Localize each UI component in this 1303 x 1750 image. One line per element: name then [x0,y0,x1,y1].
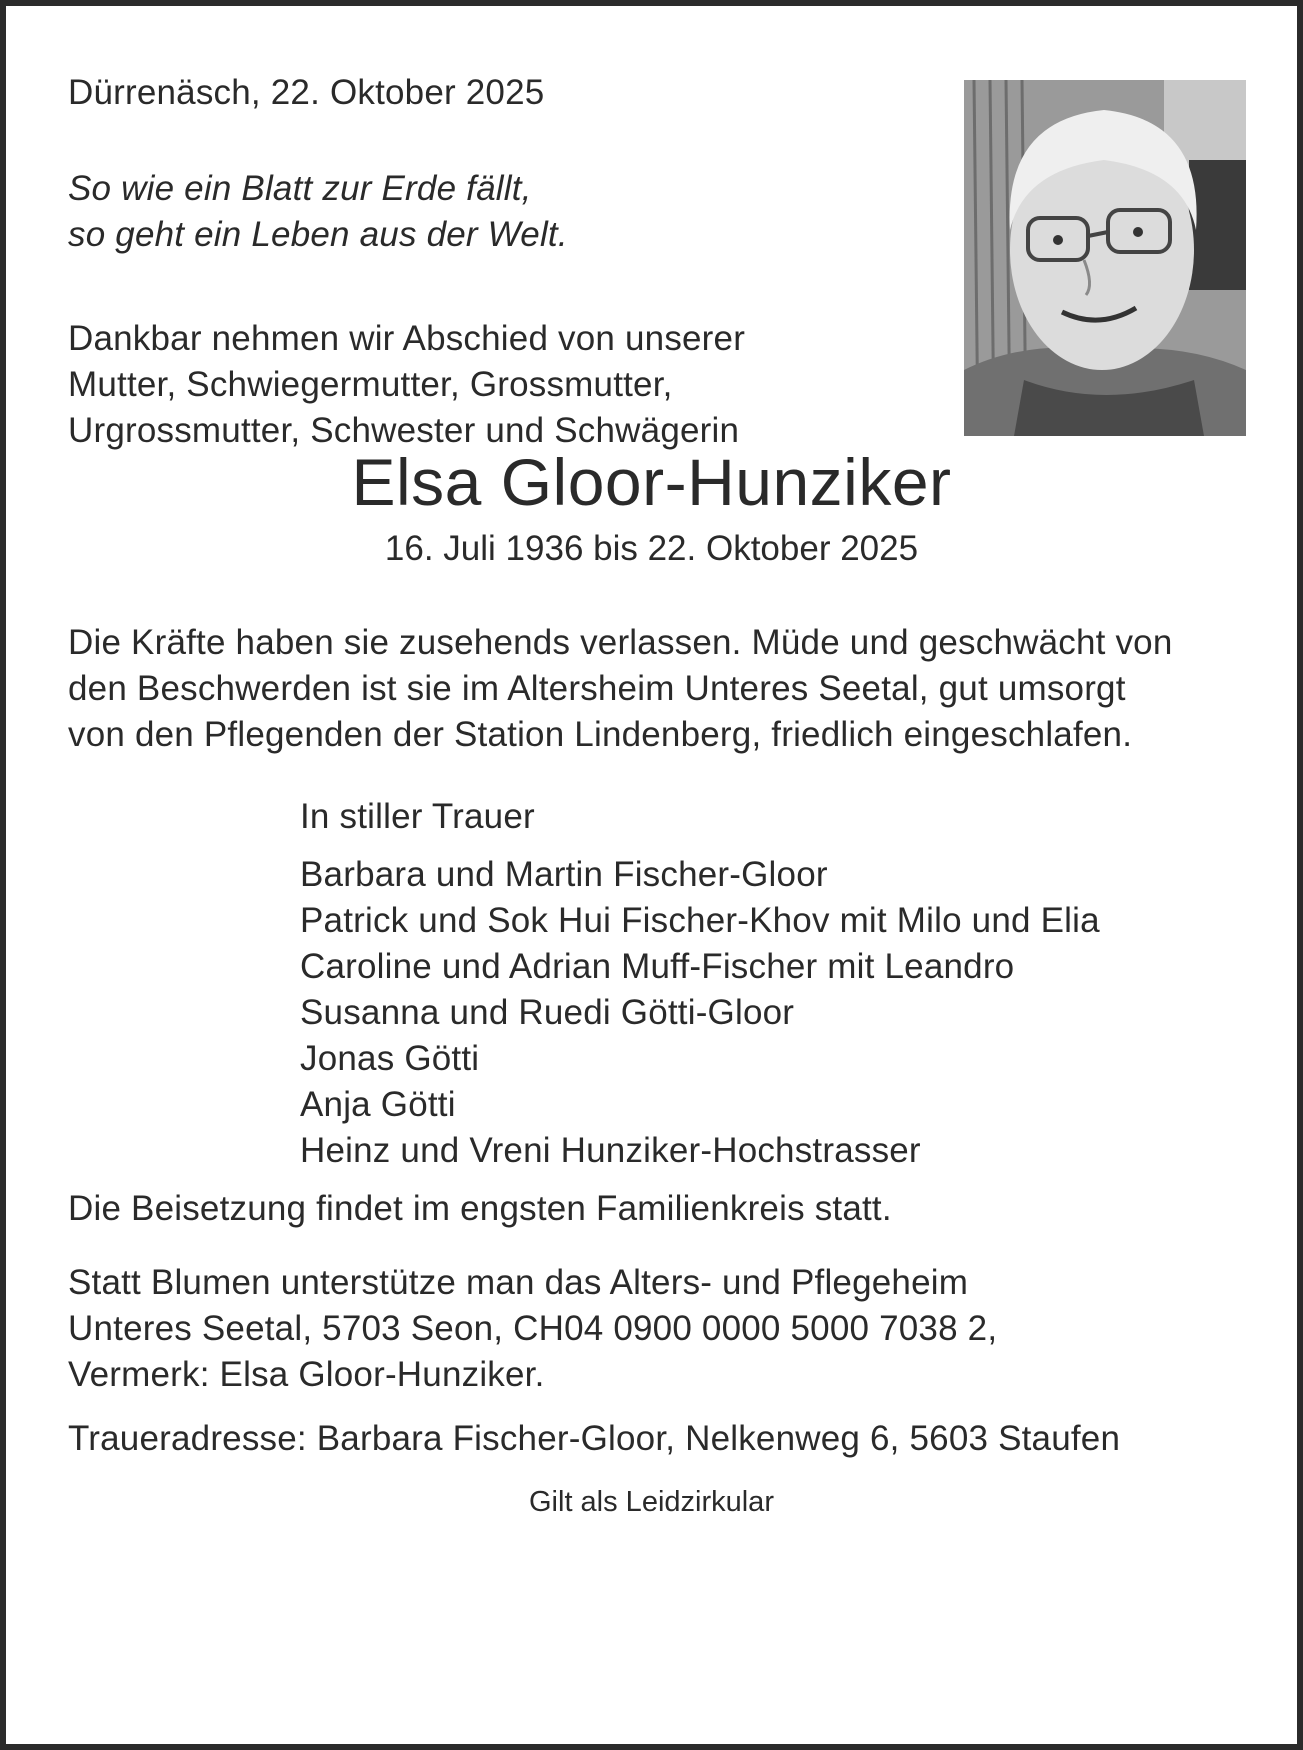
verse-line: So wie ein Blatt zur Erde fällt, [68,169,532,208]
footer-note: Gilt als Leidzirkular [529,1486,774,1518]
body-line: den Beschwerden ist sie im Altersheim Unteres Seetal, gut umsorgt [68,669,1126,708]
body-line: von den Pflegenden der Station Lindenberg, friedlich eingeschlafen. [68,715,1133,754]
intro-line: Mutter, Schwiegermutter, Grossmutter, [68,365,673,404]
body-text [68,620,1173,758]
donation-line: Unteres Seetal, 5703 Seon, CH04 0900 0000 5000 7038 2, [68,1309,998,1348]
portrait-illustration [964,80,1246,436]
donation-line: Vermerk: Elsa Gloor-Hunziker. [68,1355,545,1394]
intro-text [68,316,745,454]
mourners-list [300,852,1100,1174]
mourner-item: Caroline und Adrian Muff-Fischer mit Leandro [300,947,1015,986]
body-line: Die Kräfte haben sie zusehends verlassen. Müde und geschwächt von [68,623,1173,662]
mourner-item: Susanna und Ruedi Götti-Gloor [300,993,795,1032]
mourner-item: Anja Götti [300,1085,456,1124]
intro-line: Urgrossmutter, Schwester und Schwägerin [68,411,740,450]
life-dates: 16. Juli 1936 bis 22. Oktober 2025 [384,529,919,568]
mourner-item: Barbara und Martin Fischer-Gloor [300,855,828,894]
donation-line: Statt Blumen unterstütze man das Alters- und Pflegeheim [68,1263,969,1302]
burial-info: Die Beisetzung findet im engsten Familienkreis statt. [68,1189,892,1228]
intro-line: Dankbar nehmen wir Abschied von unserer [68,319,746,358]
mourners-heading: In stiller Trauer [300,797,535,836]
mourner-item: Heinz und Vreni Hunziker-Hochstrasser [300,1131,921,1170]
verse-line: so geht ein Leben aus der Welt. [68,215,568,254]
portrait-photo [964,80,1246,436]
deceased-name: Elsa Gloor-Hunziker [351,445,952,519]
verse [68,166,568,258]
place-date: Dürrenäsch, 22. Oktober 2025 [68,73,545,112]
mourner-item: Jonas Götti [300,1039,480,1078]
mourner-item: Patrick und Sok Hui Fischer-Khov mit Milo und Elia [300,901,1100,940]
mourning-address: Traueradresse: Barbara Fischer-Gloor, Nelkenweg 6, 5603 Staufen [68,1419,1121,1458]
donation-info [68,1260,997,1398]
